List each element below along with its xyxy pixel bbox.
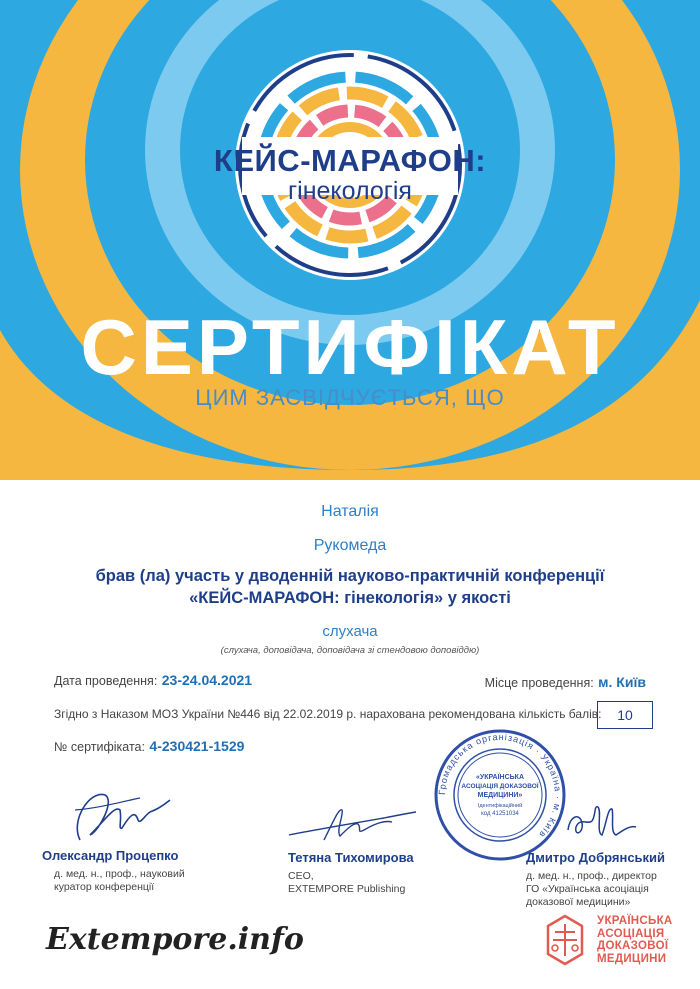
signatory-3-position-line-3: доказової медицини» [526, 896, 631, 908]
signature-1 [60, 780, 190, 850]
signatory-1-position-line-2: куратор конференції [54, 881, 155, 893]
event-place [485, 674, 646, 692]
association-logo-icon [546, 914, 584, 966]
association-line-3: ДОКАЗОВОЇ [597, 940, 669, 952]
place-label: Місце проведення: [484, 676, 594, 690]
place-value: м. Київ [598, 674, 646, 690]
certificate-title: СЕРТИФІКАТ [80, 303, 620, 391]
logo-subtitle: гінекологія [288, 177, 412, 205]
signatory-2-name: Тетяна Тихомирова [288, 850, 414, 865]
participant-last-name: Рукомеда [313, 537, 387, 554]
role-options-note: (слухача, доповідача, доповідача зі стендовою доповіддю) [220, 645, 480, 656]
date-label: Дата проведення: [54, 674, 158, 688]
signatory-3-position [526, 870, 657, 909]
stamp-line-2: АСОЦІАЦІЯ ДОКАЗОВОЇ [461, 783, 539, 790]
stamp-code-label: Ідентифікаційний [477, 803, 523, 809]
footer-site-logo: Extempore.info [46, 922, 304, 957]
signatory-3-name: Дмитро Добрянський [526, 850, 666, 865]
signatory-1-position [54, 868, 185, 894]
signatory-1-position-line-1: д. мед. н., проф., науковий [54, 868, 185, 880]
signatory-1-name: Олександр Процепко [42, 848, 179, 863]
association-line-1: УКРАЇНСЬКА [597, 915, 673, 927]
signatory-3-position-line-2: ГО «Українська асоціація [526, 883, 649, 895]
points-box: 10 [597, 701, 653, 729]
association-line-2: АСОЦІАЦІЯ [597, 927, 665, 940]
signatory-2-position [288, 870, 405, 896]
date-value: 23-24.04.2021 [161, 672, 253, 688]
association-line-4: МЕДИЦИНИ [597, 952, 667, 965]
signature-3 [560, 795, 640, 850]
certificate-number [54, 738, 244, 756]
stamp-line-3: МЕДИЦИНИ» [477, 792, 523, 799]
certificate-subtitle: ЦИМ ЗАСВІДЧУЄТЬСЯ, ЩО [195, 385, 505, 410]
signatory-2-position-line-2: EXTEMPORE Publishing [288, 883, 406, 895]
signatory-2-position-line-1: CEO, [288, 870, 314, 882]
participation-text [0, 565, 700, 609]
stamp-outer-text: Громадська організація · Україна · м. Київ [436, 731, 564, 841]
stamp-line-1: «УКРАЇНСЬКА [475, 774, 525, 781]
event-date [54, 672, 252, 690]
participant-first-name: Наталія [321, 503, 379, 520]
organization-stamp [432, 727, 568, 863]
participation-line-1: брав (ла) участь у дводенній науково-практичній конференції [95, 567, 605, 585]
logo-title: КЕЙС-МАРАФОН: [213, 143, 487, 178]
participation-line-2: «КЕЙС-МАРАФОН: гінекологія» у якості [189, 589, 511, 607]
cert-number-value: 4-230421-1529 [149, 738, 245, 754]
cert-number-label: № сертифіката: [54, 740, 145, 754]
order-text: Згідно з Наказом МОЗ України №446 від 22.02.2019 р. нарахована рекомендована кількість балів: [54, 707, 602, 721]
signatory-3-position-line-1: д. мед. н., проф., директор [526, 870, 657, 882]
signature-2 [284, 800, 424, 850]
stamp-code-value: код 41251034 [481, 811, 519, 817]
association-logo-text [597, 915, 673, 965]
participant-role: слухача [322, 623, 378, 640]
